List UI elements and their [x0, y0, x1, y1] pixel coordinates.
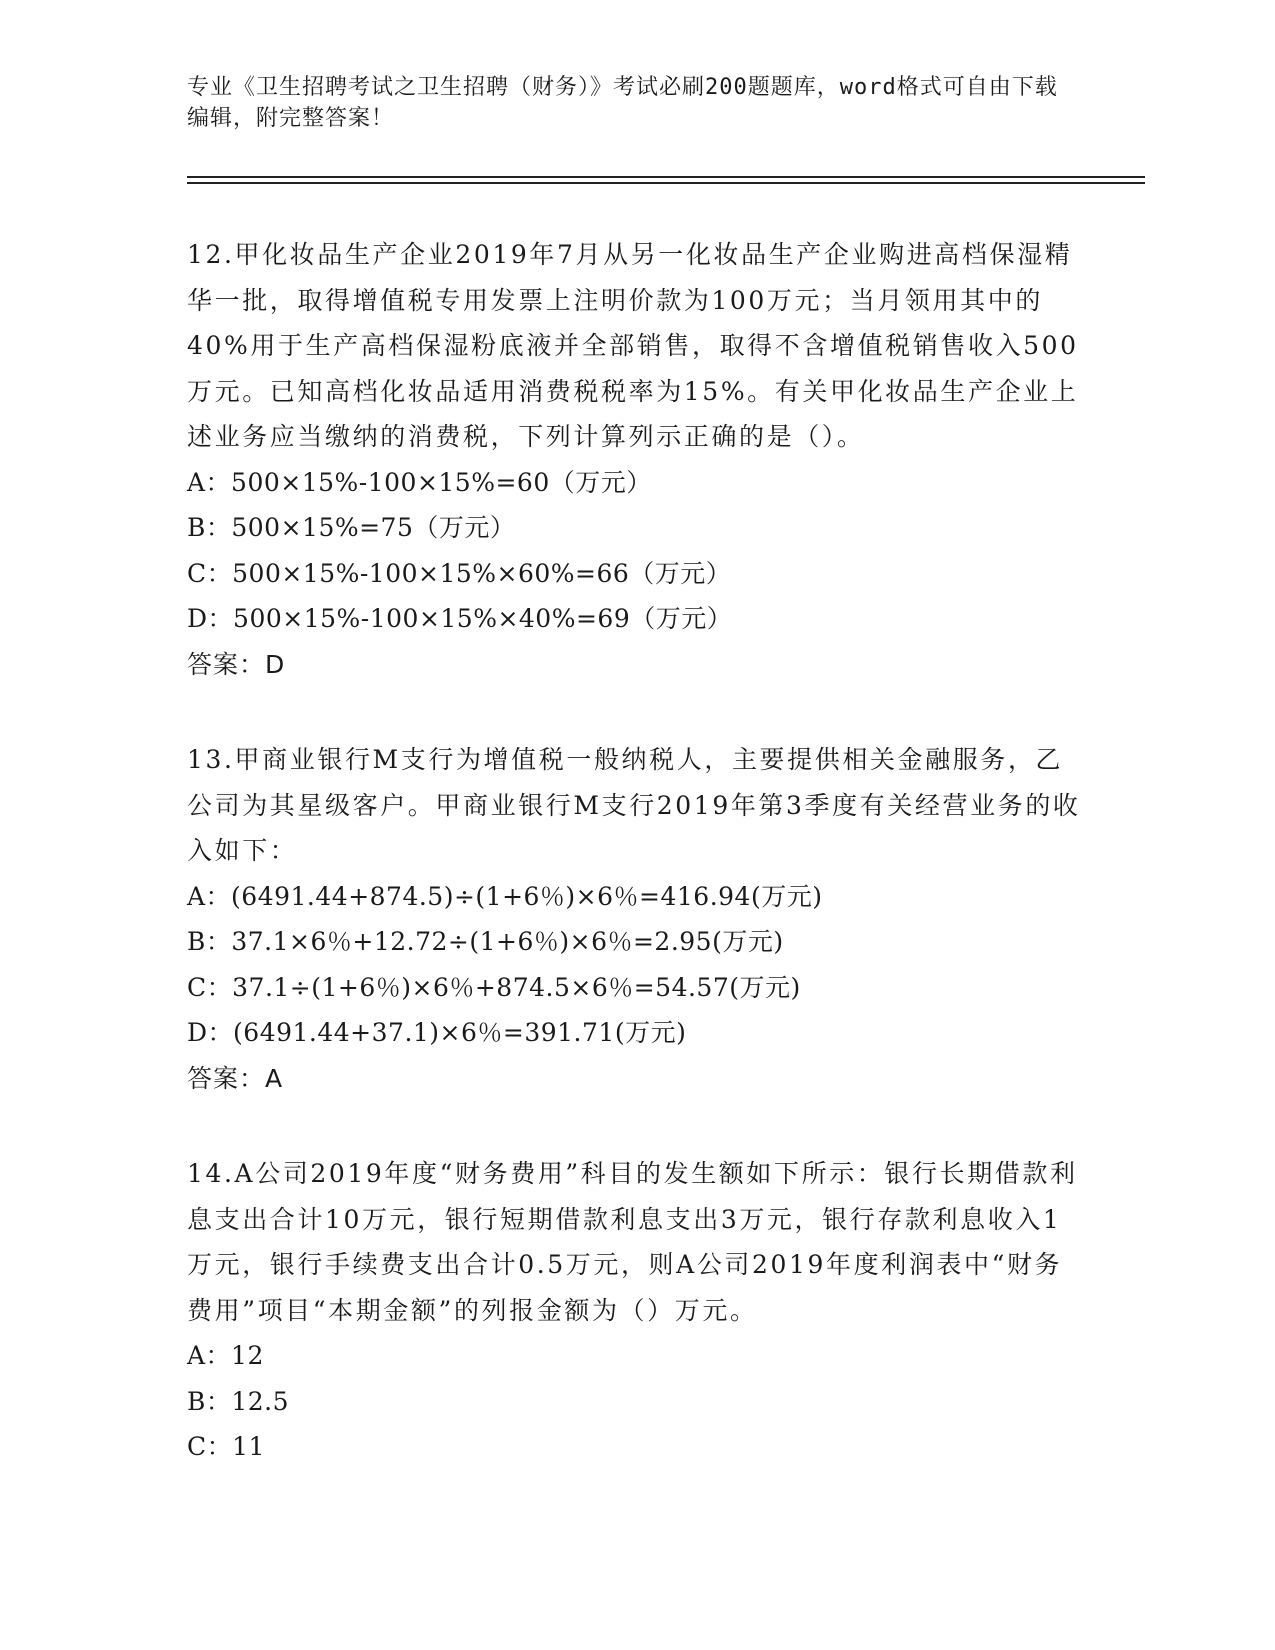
header-rule-top — [187, 176, 1145, 178]
question-list — [187, 232, 1087, 1520]
option-d: D：(6491.44+37.1)×6％=391.71(万元) — [187, 1018, 687, 1047]
option-b: B：500×15%=75（万元） — [187, 513, 516, 542]
option-c: C：37.1÷(1+6％)×6％+874.5×6％=54.57(万元) — [187, 972, 801, 1002]
option-d: D：500×15%-100×15%×40%=69（万元） — [187, 604, 733, 633]
question-stem: 13.甲商业银行M支行为增值税一般纳税人，主要提供相关金融服务，乙公司为其星级客户。甲商业银行M支行2019年第3季度有关经营业务的收入如下： — [187, 745, 1081, 865]
question-14 — [187, 1151, 1087, 1470]
answer-label: 答案：A — [187, 1063, 284, 1093]
answer-label: 答案：D — [187, 649, 286, 679]
header-rule-bottom — [187, 182, 1145, 184]
option-a: A：12 — [187, 1341, 264, 1370]
question-13 — [187, 737, 1087, 1101]
document-header: 专业《卫生招聘考试之卫生招聘（财务）》考试必刷200题题库，word格式可自由下载编辑，附完整答案！ — [187, 75, 1058, 131]
question-stem: 14.A公司2019年度“财务费用”科目的发生额如下所示：银行长期借款利息支出合计10万元，银行短期借款利息支出3万元，银行存款利息收入1万元，银行手续费支出合计0.5万元，则A公司2019年度利润表中“财务费用”项目“本期金额”的列报金额为（）万元。 — [187, 1159, 1078, 1325]
option-a: A：500×15%-100×15%=60（万元） — [187, 467, 652, 497]
option-c: C：500×15%-100×15%×60%=66（万元） — [187, 558, 732, 588]
question-stem: 12.甲化妆品生产企业2019年7月从另一化妆品生产企业购进高档保湿精华一批，取得增值税专用发票上注明价款为100万元；当月领用其中的40%用于生产高档保湿粉底液并全部销售，取得不含增值税销售收入500万元。已知高档化妆品适用消费税税率为15%。有关甲化妆品生产企业上述业务应当缴纳的消费税，下列计算列示正确的是（）。 — [187, 240, 1079, 451]
option-b: B：12.5 — [187, 1386, 290, 1416]
option-a: A：(6491.44+874.5)÷(1+6％)×6％=416.94(万元) — [187, 881, 823, 911]
option-b: B：37.1×6％+12.72÷(1+6％)×6％=2.95(万元) — [187, 927, 784, 956]
question-12 — [187, 232, 1087, 687]
option-c: C：11 — [187, 1432, 265, 1461]
